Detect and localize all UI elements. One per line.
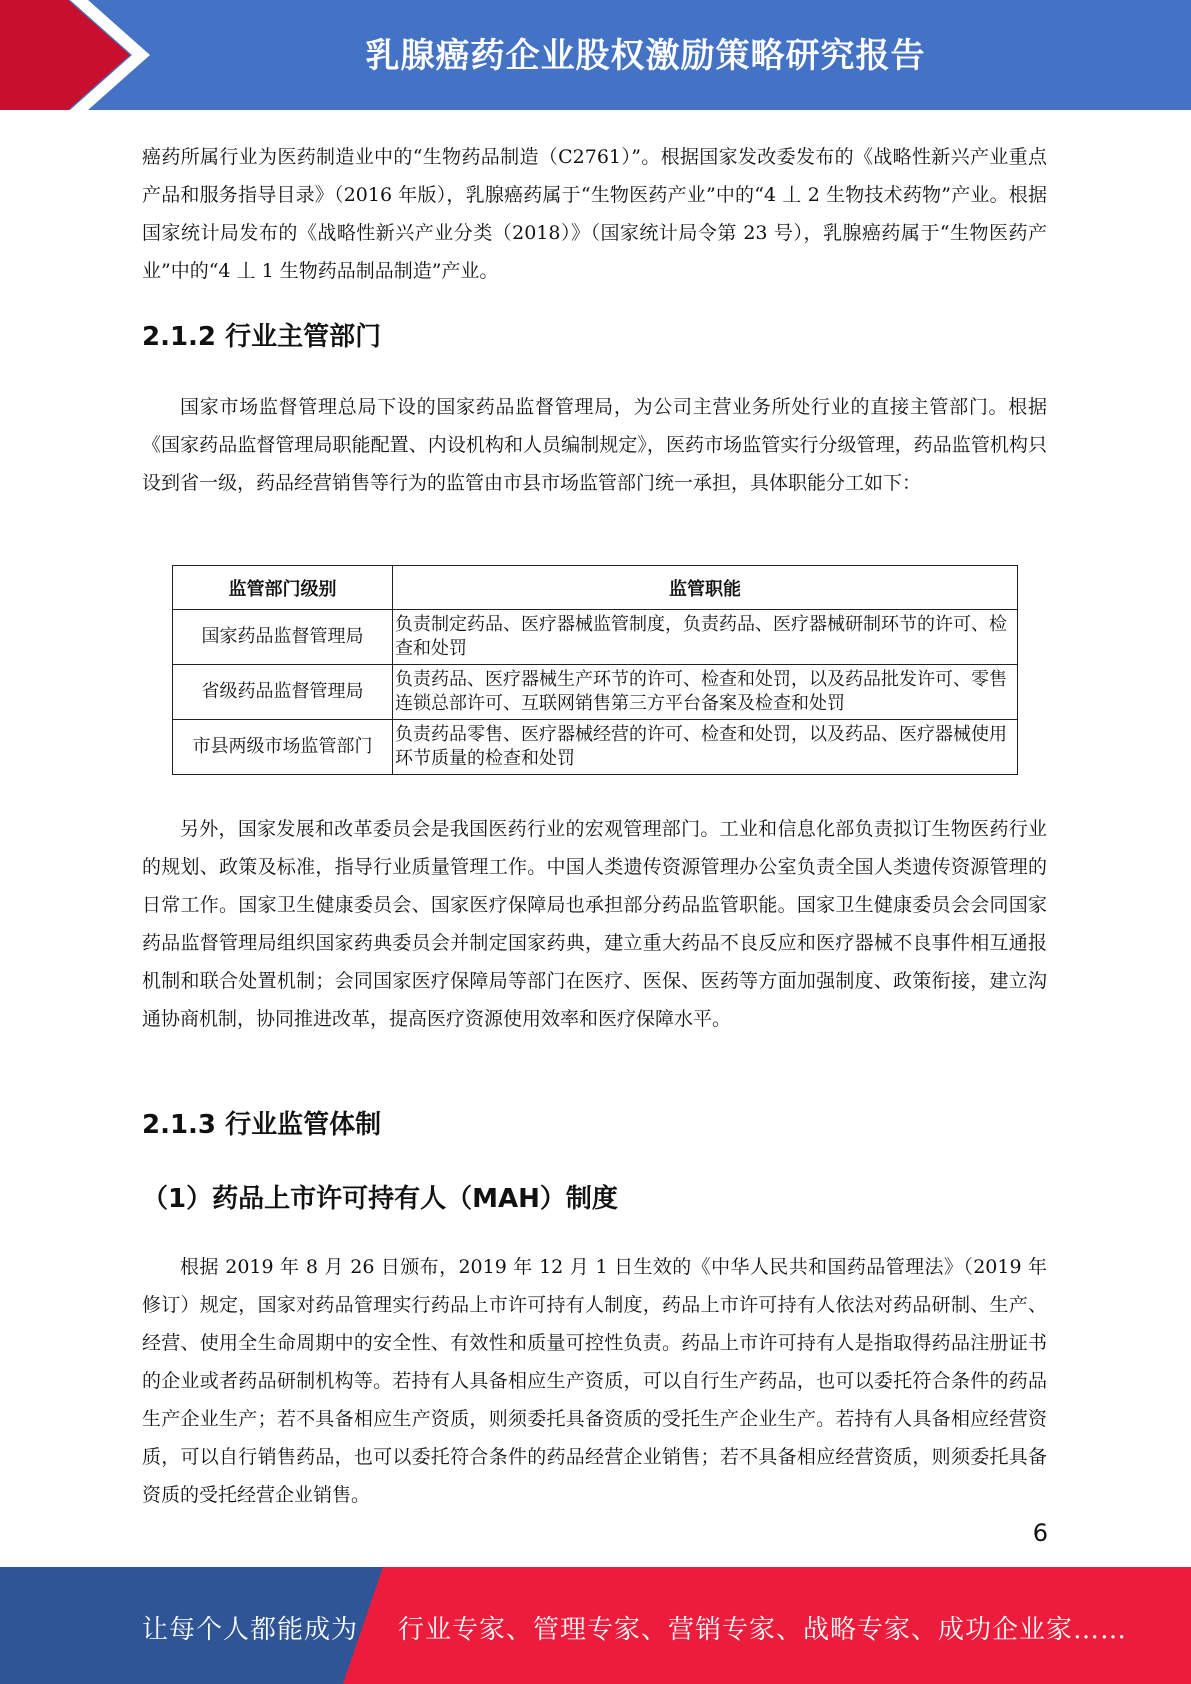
- regulatory-table: [172, 565, 1018, 775]
- report-title: 乳腺癌药企业股权激励策略研究报告: [365, 36, 926, 76]
- intro-paragraph: 癌药所属行业为医药制造业中的“生物药品制造（C2761）”。根据国家发改委发布的《战略性新兴产业重点产品和服务指导目录》（2016 年版），乳腺癌药属于“生物医药产业”中的“4 丄 2 生物技术药物”产业。根据国家统计局发布的《战略性新兴产业分类（2018）》（国家统计局令第 23 号），乳腺癌药属于“生物医药产业”中的“4 丄 1 生物药品制品制造”产业。: [142, 146, 1047, 282]
- table-header-duty: 监管职能: [393, 566, 1018, 610]
- table-cell-level: 省级药品监督管理局: [173, 665, 393, 720]
- main-content: [142, 138, 1047, 1506]
- table-header-level: 监管部门级别: [173, 566, 393, 610]
- mah-subheading: （1）药品上市许可持有人（MAH）制度: [142, 1184, 618, 1214]
- table-header-row: [173, 566, 1018, 610]
- mah-paragraph: 根据 2019 年 8 月 26 日颁布，2019 年 12 月 1 日生效的《中华人民共和国药品管理法》（2019 年修订）规定，国家对药品管理实行药品上市许可持有人制度，药品上市许可持有人依法对药品研制、生产、经营、使用全生命周期中的安全性、有效性和质量可控性负责。药品上市许可持有人是指取得药品注册证书的企业或者药品研制机构等。若持有人具备相应生产资质，可以自行生产药品，也可以委托符合条件的药品生产企业生产；若不具备相应生产资质，则须委托具备资质的受托生产企业生产。若持有人具备相应经营资质，可以自行销售药品，也可以委托符合条件的药品经营企业销售；若不具备相应经营资质，则须委托具备资质的受托经营企业销售。: [142, 1256, 1047, 1506]
- page-header: [0, 0, 1191, 110]
- section-2-1-2-paragraph: 国家市场监督管理总局下设的国家药品监督管理局，为公司主营业务所处行业的直接主管部门。根据《国家药品监督管理局职能配置、内设机构和人员编制规定》，医药市场监管实行分级管理，药品监管机构只设到省一级，药品经营销售等行为的监管由市县市场监管部门统一承担，具体职能分工如下：: [142, 396, 1047, 494]
- table-row: [173, 610, 1018, 665]
- table-cell-duty: 负责制定药品、医疗器械监管制度，负责药品、医疗器械研制环节的许可、检查和处罚: [393, 610, 1018, 665]
- table-cell-duty: 负责药品、医疗器械生产环节的许可、检查和处罚，以及药品批发许可、零售连锁总部许可、互联网销售第三方平台备案及检查和处罚: [393, 665, 1018, 720]
- table-row: [173, 665, 1018, 720]
- table-cell-duty: 负责药品零售、医疗器械经营的许可、检查和处罚，以及药品、医疗器械使用环节质量的检查和处罚: [393, 720, 1018, 775]
- section-2-1-3-heading: 2.1.3 行业监管体制: [142, 1110, 382, 1140]
- page-footer: [0, 1567, 1191, 1684]
- table-cell-level: 市县两级市场监管部门: [173, 720, 393, 775]
- footer-slogan-left: 让每个人都能成为: [142, 1615, 359, 1645]
- page-number: 6: [1032, 1519, 1048, 1547]
- table-cell-level: 国家药品监督管理局: [173, 610, 393, 665]
- section-2-1-2-heading: 2.1.2 行业主管部门: [142, 322, 382, 352]
- footer-slogan-right: 行业专家、管理专家、营销专家、战略专家、成功企业家……: [398, 1615, 1128, 1645]
- header-red-arrow: [0, 0, 130, 110]
- table-row: [173, 720, 1018, 775]
- regulators-paragraph: 另外，国家发展和改革委员会是我国医药行业的宏观管理部门。工业和信息化部负责拟订生物医药行业的规划、政策及标准，指导行业质量管理工作。中国人类遗传资源管理办公室负责全国人类遗传资源管理的日常工作。国家卫生健康委员会、国家医疗保障局也承担部分药品监管职能。国家卫生健康委员会会同国家药品监督管理局组织国家药典委员会并制定国家药典，建立重大药品不良反应和医疗器械不良事件相互通报机制和联合处置机制；会同国家医疗保障局等部门在医疗、医保、医药等方面加强制度、政策衔接，建立沟通协商机制，协同推进改革，提高医疗资源使用效率和医疗保障水平。: [142, 818, 1047, 1030]
